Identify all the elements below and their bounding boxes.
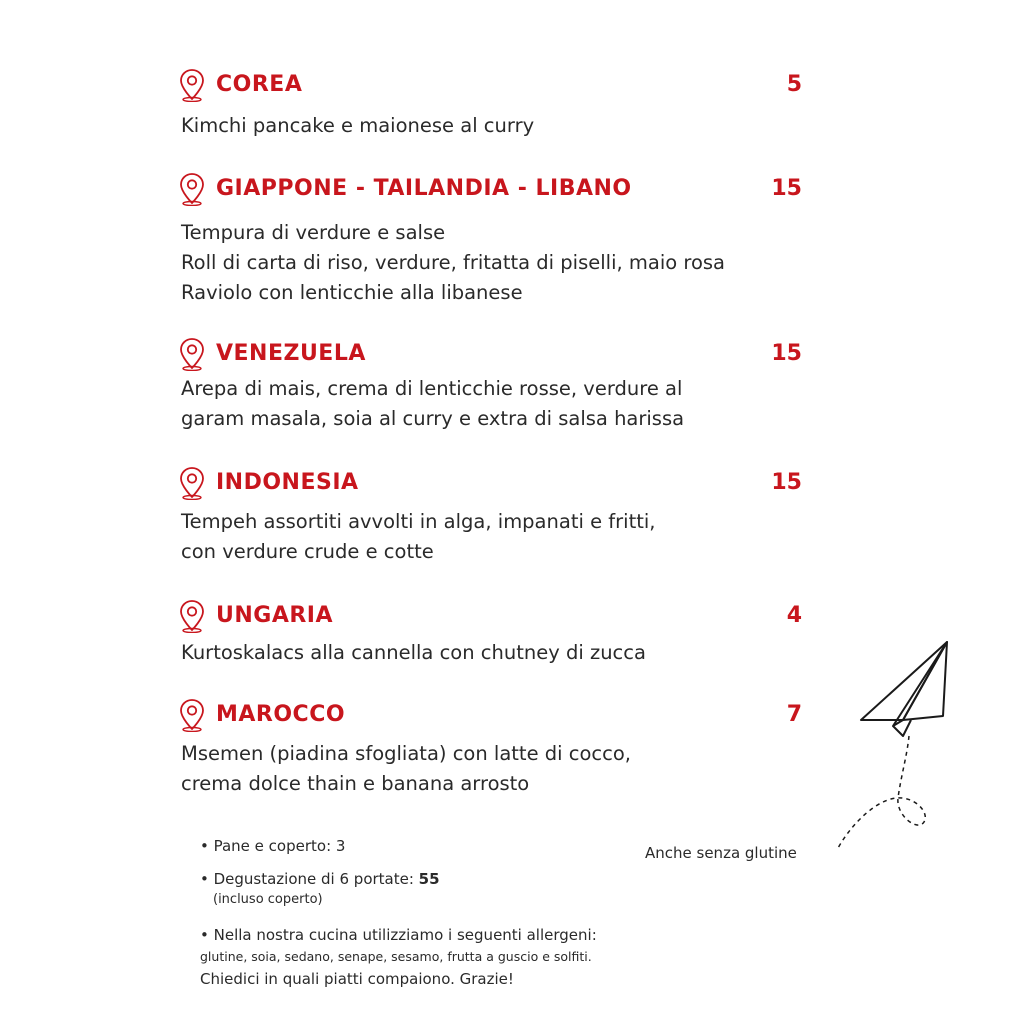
description-line: Tempura di verdure e salse: [181, 221, 446, 244]
section-price: 4: [786, 603, 802, 628]
note-incluso: (incluso coperto): [213, 892, 323, 907]
section-price: 7: [786, 702, 802, 727]
description-line: Kurtoskalacs alla cannella con chutney di zucca: [181, 641, 646, 664]
gluten-free-note: Anche senza glutine: [645, 844, 797, 862]
description-line: crema dolce thain e banana arrosto: [181, 772, 530, 795]
section-price: 15: [771, 341, 802, 366]
section-price: 15: [771, 470, 802, 495]
description-line: con verdure crude e cotte: [181, 540, 434, 563]
section-header: [178, 337, 808, 373]
section-header: [178, 599, 808, 635]
section-description: [181, 374, 821, 434]
section-description: [181, 507, 821, 567]
location-pin-icon: [178, 337, 206, 371]
section-header: [178, 172, 808, 208]
section-price: 5: [786, 72, 802, 97]
section-description: [181, 111, 821, 141]
section-description: [181, 739, 821, 799]
description-line: Kimchi pancake e maionese al curry: [181, 114, 535, 137]
section-title: MAROCCO: [216, 702, 346, 727]
note-chiedici: Chiedici in quali piatti compaiono. Grazie!: [200, 970, 514, 988]
section-title: VENEZUELA: [216, 341, 366, 366]
section-description: [181, 638, 821, 668]
note-coperto: • Pane e coperto: 3: [200, 837, 346, 855]
section-header: [178, 698, 808, 734]
section-header: [178, 68, 808, 104]
section-title: COREA: [216, 72, 303, 97]
section-price: 15: [771, 176, 802, 201]
description-line: Msemen (piadina sfogliata) con latte di cocco,: [181, 742, 631, 765]
note-degustazione: [200, 870, 440, 888]
note-allergeni-list: glutine, soia, sedano, senape, sesamo, frutta a guscio e solfiti.: [200, 949, 592, 964]
description-line: Arepa di mais, crema di lenticchie rosse, verdure al: [181, 377, 683, 400]
section-title: UNGARIA: [216, 603, 334, 628]
section-title: GIAPPONE - TAILANDIA - LIBANO: [216, 176, 632, 201]
section-title: INDONESIA: [216, 470, 359, 495]
description-line: Roll di carta di riso, verdure, fritatta di piselli, maio rosa: [181, 251, 726, 274]
location-pin-icon: [178, 172, 206, 206]
note-allergeni-intro: • Nella nostra cucina utilizziamo i seguenti allergeni:: [200, 926, 597, 944]
degustazione-price: 55: [418, 870, 440, 888]
description-line: Tempeh assortiti avvolti in alga, impanati e fritti,: [181, 510, 656, 533]
degustazione-label: • Degustazione di 6 portate:: [200, 870, 419, 888]
location-pin-icon: [178, 466, 206, 500]
paper-plane-icon: [830, 636, 960, 866]
description-line: garam masala, soia al curry e extra di salsa harissa: [181, 407, 685, 430]
description-line: Raviolo con lenticchie alla libanese: [181, 281, 523, 304]
section-header: [178, 466, 808, 502]
section-description: [181, 218, 821, 308]
location-pin-icon: [178, 599, 206, 633]
location-pin-icon: [178, 698, 206, 732]
location-pin-icon: [178, 68, 206, 102]
